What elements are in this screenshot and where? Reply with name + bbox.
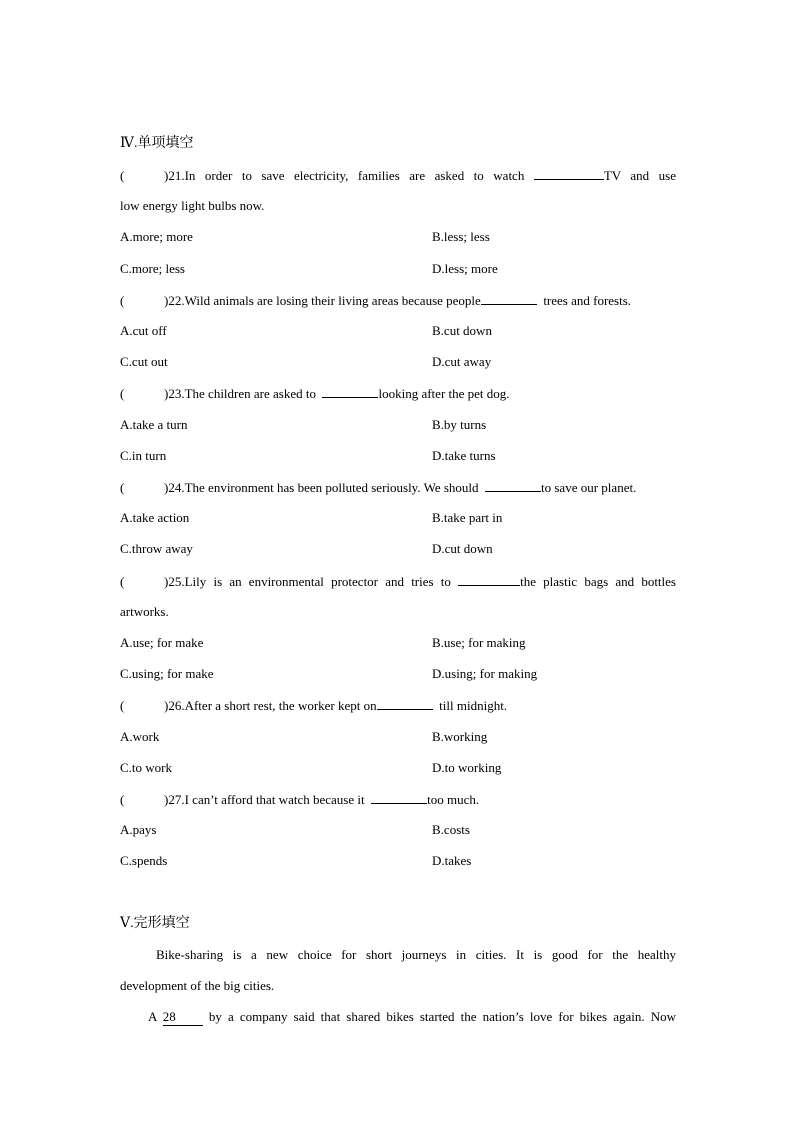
option-c: C.using; for make [120,666,214,681]
question-number: )22. [164,293,185,308]
option-a: A.work [120,729,160,744]
question-25-stem-cont: artworks. [120,604,169,619]
passage-paragraph-1-cont: development of the big cities. [120,978,275,993]
answer-blank [481,292,537,305]
question-text: The children are asked to [184,386,316,401]
option-a: A.more; more [120,229,193,244]
answer-paren: ( [120,792,125,807]
question-21-stem-cont: low energy light bulbs now. [120,198,265,213]
question-text: till midnight. [439,698,508,713]
option-b: B.use; for making [432,635,526,650]
option-c: C.in turn [120,448,167,463]
option-b: B.by turns [432,417,487,432]
question-text: After a short rest, the worker kept on [184,698,377,713]
option-c: C.to work [120,760,172,775]
answer-blank [377,697,433,710]
option-c: C.cut out [120,354,168,369]
answer-paren: ( [120,480,125,495]
option-a: A.take a turn [120,417,188,432]
option-c: C.throw away [120,541,193,556]
question-23-stem [120,385,510,402]
option-b: B.take part in [432,510,503,525]
answer-paren: ( [120,574,125,589]
passage-paragraph-1: Bike-sharing is a new choice for short journeys in cities. It is good for the healthy [156,947,676,962]
option-b: B.working [432,729,488,744]
option-d: D.take turns [432,448,496,463]
question-text: Wild animals are losing their living areas because people [184,293,481,308]
passage-text: A [148,1009,157,1024]
option-b: B.costs [432,822,470,837]
question-number: )26. [164,698,185,713]
question-text: trees and forests. [543,293,632,308]
question-27-stem [120,791,479,808]
answer-blank [322,385,378,398]
question-text: TV and use [603,168,676,183]
answer-blank [534,167,604,180]
option-a: A.take action [120,510,190,525]
question-text: Lily is an environmental protector and tries to [184,574,451,589]
question-text: I can’t afford that watch because it [184,792,365,807]
question-number: )25. [164,574,185,589]
question-22-stem [120,292,631,309]
answer-paren: ( [120,386,125,401]
passage-text: by a company said that shared bikes started the nation’s love for bikes again. Now [208,1009,676,1024]
answer-paren: ( [120,293,125,308]
passage-paragraph-2 [120,1009,676,1026]
answer-blank [371,791,427,804]
question-text: The environment has been polluted seriously. We should [184,480,479,495]
option-d: D.takes [432,853,472,868]
question-21-stem [120,167,676,184]
answer-blank [485,479,541,492]
option-d: D.less; more [432,261,498,276]
question-24-stem [120,479,636,496]
question-number: )24. [164,480,185,495]
question-number: )27. [164,792,185,807]
question-text: In order to save electricity, families are asked to watch [184,168,525,183]
option-c: C.more; less [120,261,185,276]
cloze-blank-28: 28 [163,1009,203,1026]
option-d: D.to working [432,760,502,775]
option-d: D.cut away [432,354,492,369]
question-number: )23. [164,386,185,401]
answer-blank [458,573,520,586]
question-25-stem [120,573,676,590]
section-4-title: Ⅳ.单项填空 [120,136,194,151]
question-text: looking after the pet dog. [378,386,510,401]
option-d: D.using; for making [432,666,538,681]
answer-paren: ( [120,698,125,713]
question-text: the plastic bags and bottles [520,574,676,589]
option-a: A.cut off [120,323,167,338]
question-number: )21. [164,168,185,183]
option-b: B.less; less [432,229,490,244]
option-c: C.spends [120,853,168,868]
answer-paren: ( [120,168,125,183]
question-text: too much. [427,792,480,807]
question-26-stem [120,697,507,714]
option-d: D.cut down [432,541,493,556]
option-a: A.use; for make [120,635,204,650]
question-text: to save our planet. [541,480,637,495]
option-a: A.pays [120,822,157,837]
section-5-title: Ⅴ.完形填空 [120,916,190,931]
option-b: B.cut down [432,323,492,338]
